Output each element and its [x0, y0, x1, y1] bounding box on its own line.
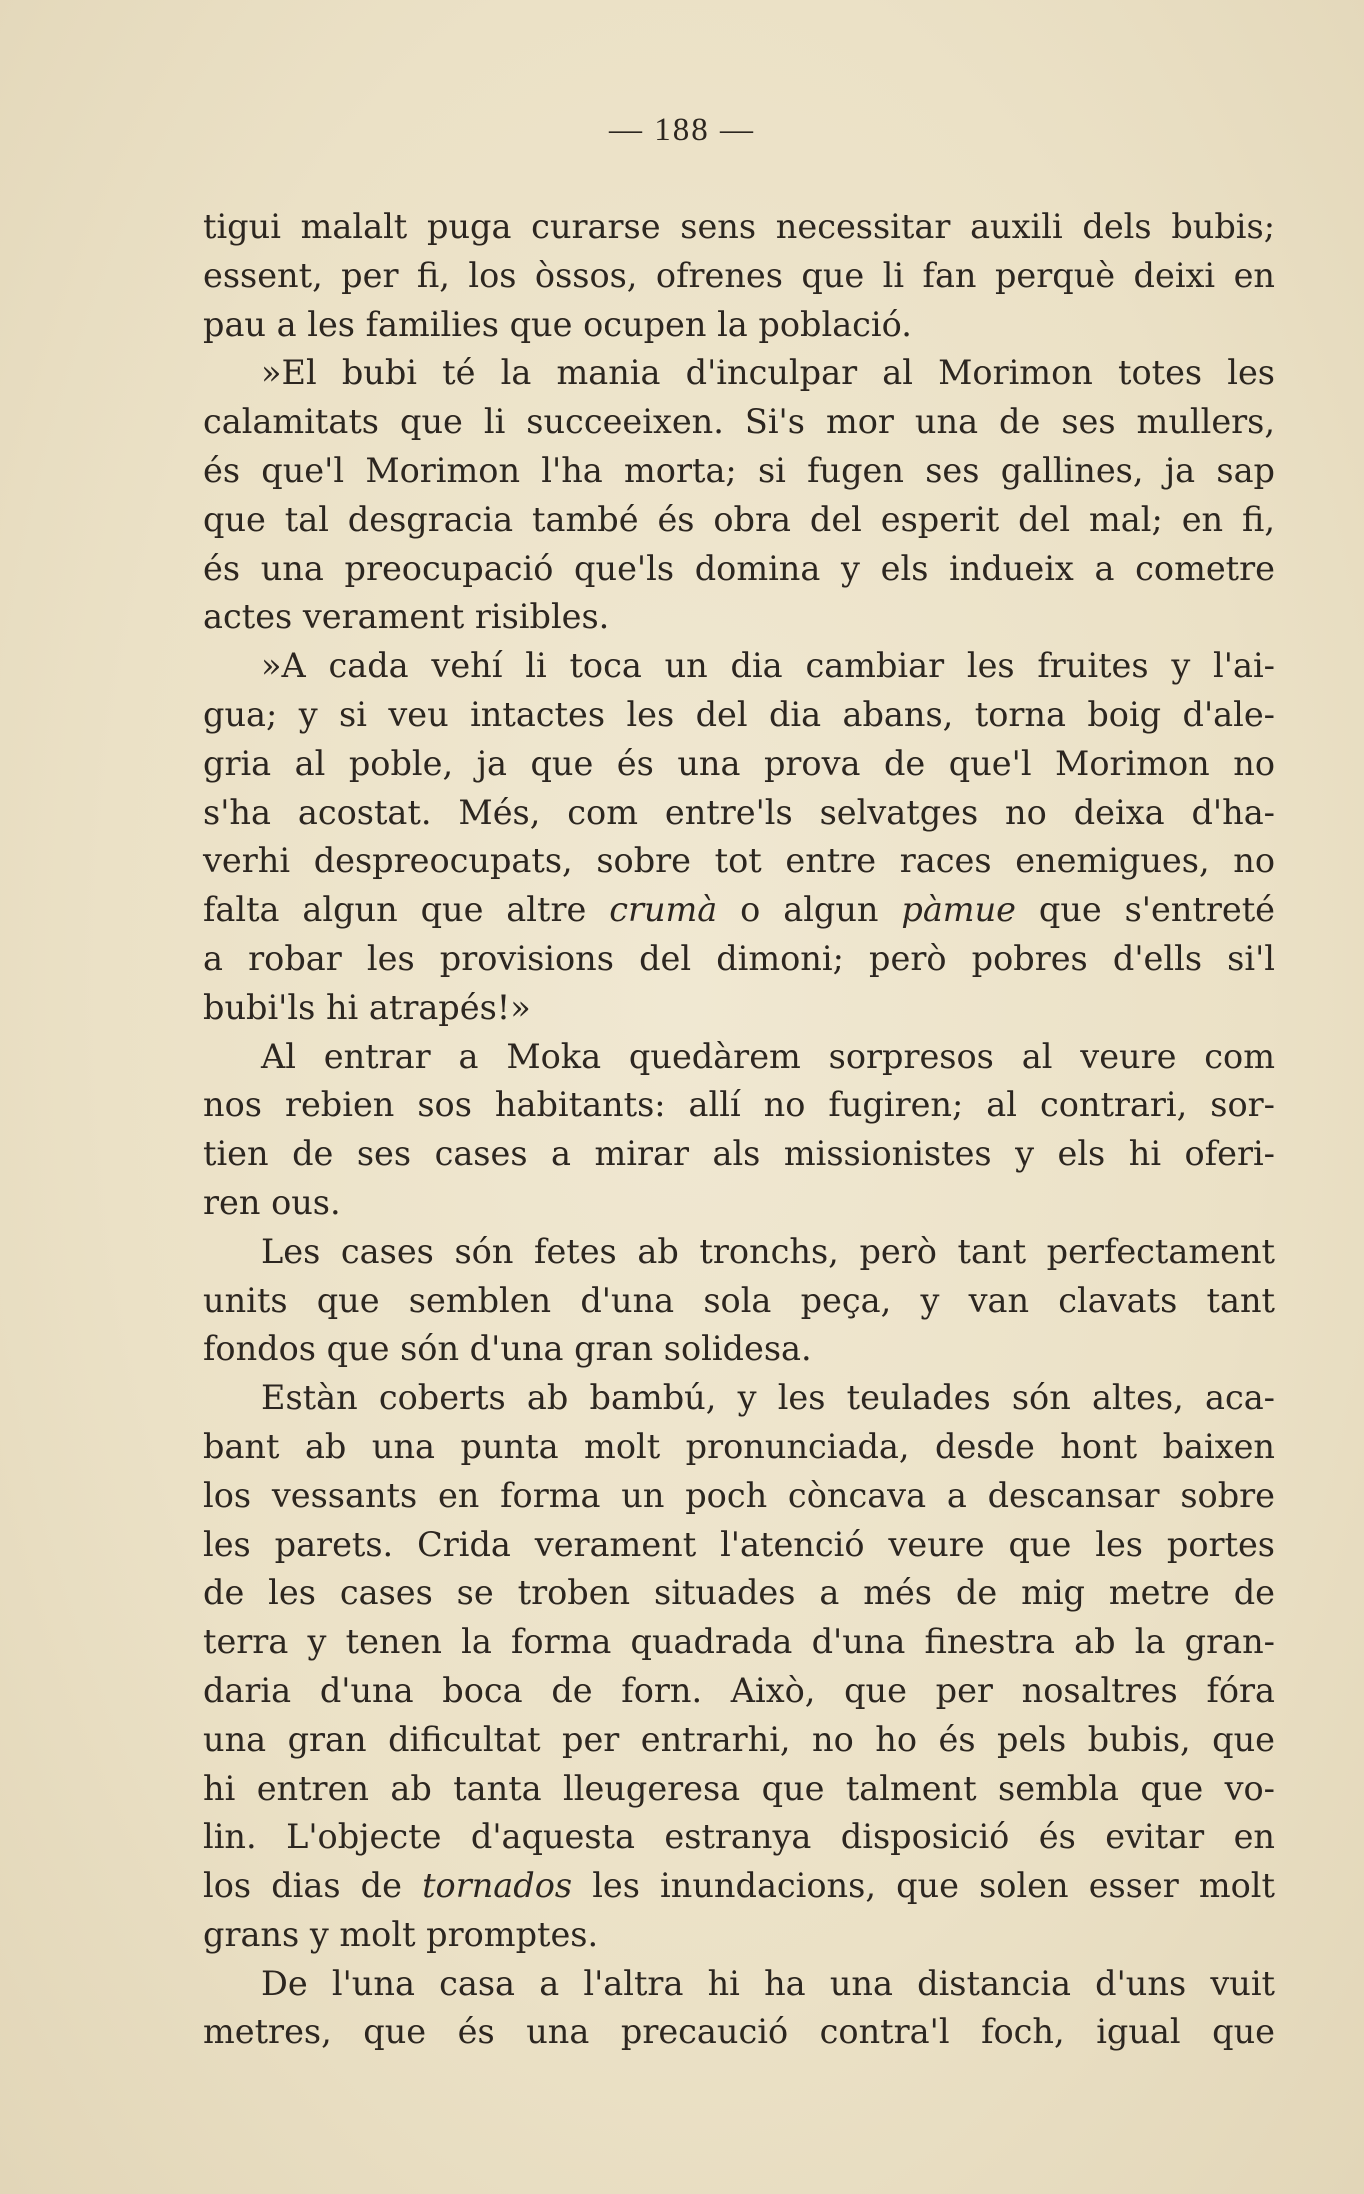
text-segment: gua; y si veu intactes les del dia abans, torna boig d'ale- — [203, 694, 1275, 734]
text-segment: ren ous. — [203, 1182, 341, 1222]
text-segment: Les cases són fetes ab tronchs, però tant perfectament — [261, 1231, 1275, 1271]
text-segment: s'ha acostat. Més, com entre'ls selvatges no deixa d'ha- — [203, 792, 1275, 832]
text-segment: que tal desgracia també és obra del esperit del mal; en fi, — [203, 499, 1275, 539]
text-segment: De l'una casa a l'altra hi ha una distancia d'uns vuit — [261, 1963, 1275, 2003]
text-line — [203, 447, 1275, 496]
text-segment: nos rebien sos habitants: allí no fugiren; al contrari, sor- — [203, 1085, 1275, 1125]
text-segment: falta algun que altre — [203, 890, 610, 930]
text-line — [203, 642, 1275, 691]
text-line — [203, 2008, 1275, 2057]
text-line — [203, 301, 1275, 350]
text-line — [203, 349, 1275, 398]
text-line — [203, 789, 1275, 838]
text-segment: Estàn coberts ab bambú, y les teulades són altes, aca- — [261, 1378, 1275, 1418]
text-line — [203, 886, 1275, 935]
text-line — [203, 1618, 1275, 1667]
text-segment: que s'entreté — [1015, 890, 1275, 930]
page-number: — 188 — — [609, 112, 755, 148]
text-line — [203, 1033, 1275, 1082]
text-line — [203, 1911, 1275, 1960]
text-line — [203, 1277, 1275, 1326]
text-segment: bant ab una punta molt pronunciada, desde hont baixen — [203, 1426, 1275, 1466]
text-segment: gria al poble, ja que és una prova de que'l Morimon no — [203, 743, 1275, 783]
text-line — [203, 935, 1275, 984]
text-line — [203, 1813, 1275, 1862]
text-segment: »A cada vehí li toca un dia cambiar les fruites y l'ai- — [261, 646, 1275, 686]
text-line — [203, 1569, 1275, 1618]
text-segment: los dias de — [203, 1866, 423, 1906]
text-segment: hi entren ab tanta lleugeresa que talment sembla que vo- — [203, 1768, 1275, 1808]
text-segment: és una preocupació que'ls domina y els indueix a cometre — [203, 548, 1275, 588]
text-segment: una gran dificultat per entrarhi, no ho és pels bubis, que — [203, 1719, 1275, 1759]
text-segment: daria d'una boca de forn. Això, que per nosaltres fóra — [203, 1670, 1275, 1710]
text-line — [203, 1325, 1275, 1374]
text-segment: les inundacions, que solen esser molt — [572, 1866, 1275, 1906]
text-line — [203, 398, 1275, 447]
text-segment: Al entrar a Moka quedàrem sorpresos al veure com — [261, 1036, 1275, 1076]
text-line — [203, 593, 1275, 642]
body-text — [203, 203, 1275, 2057]
text-line — [203, 1862, 1275, 1911]
text-segment: fondos que són d'una gran solidesa. — [203, 1329, 812, 1369]
text-line — [203, 1081, 1275, 1130]
text-segment: verhi despreocupats, sobre tot entre races enemigues, no — [203, 841, 1275, 881]
text-segment: los vessants en forma un poch còncava a descansar sobre — [203, 1475, 1275, 1515]
text-segment: grans y molt promptes. — [203, 1914, 599, 1954]
text-segment: tigui malalt puga curarse sens necessitar auxili dels bubis; — [203, 207, 1275, 246]
text-segment: de les cases se troben situades a més de mig metre de — [203, 1573, 1275, 1613]
italic-term: crumà — [609, 890, 718, 930]
text-segment: o algun — [717, 890, 902, 930]
text-line — [203, 984, 1275, 1033]
text-segment: les parets. Crida verament l'atenció veure que les portes — [203, 1524, 1275, 1564]
text-segment: calamitats que li succeeixen. Si's mor una de ses mullers, — [203, 402, 1275, 442]
text-segment: actes verament risibles. — [203, 597, 610, 637]
text-line — [203, 1130, 1275, 1179]
text-line — [203, 1765, 1275, 1814]
text-line — [203, 837, 1275, 886]
text-segment: units que semblen d'una sola peça, y van clavats tant — [203, 1280, 1275, 1320]
text-segment: és que'l Morimon l'ha morta; si fugen ses gallines, ja sap — [203, 450, 1275, 490]
text-segment: bubi'ls hi atrapés!» — [203, 987, 531, 1027]
text-line — [203, 496, 1275, 545]
text-line — [203, 1179, 1275, 1228]
text-line — [203, 545, 1275, 594]
text-line — [203, 1374, 1275, 1423]
text-line — [203, 740, 1275, 789]
text-segment: pau a les families que ocupen la població. — [203, 304, 912, 344]
text-segment: lin. L'objecte d'aquesta estranya disposició és evitar en — [203, 1817, 1275, 1857]
text-line — [203, 1228, 1275, 1277]
text-line — [203, 1716, 1275, 1765]
text-segment: terra y tenen la forma quadrada d'una finestra ab la gran- — [203, 1622, 1275, 1662]
text-segment: tien de ses cases a mirar als missionistes y els hi oferi- — [203, 1134, 1275, 1174]
text-line — [203, 691, 1275, 740]
text-line — [203, 252, 1275, 301]
text-segment: »El bubi té la mania d'inculpar al Morimon totes les — [261, 353, 1275, 393]
italic-term: pàmue — [901, 890, 1016, 930]
text-line — [203, 1521, 1275, 1570]
text-line — [203, 1960, 1275, 2009]
italic-term: tornados — [422, 1866, 573, 1906]
text-segment: metres, que és una precaució contra'l foch, igual que — [203, 2012, 1275, 2052]
text-line — [203, 1667, 1275, 1716]
text-line — [203, 1472, 1275, 1521]
text-segment: essent, per fi, los òssos, ofrenes que li fan perquè deixi en — [203, 255, 1275, 295]
text-line — [203, 1423, 1275, 1472]
text-segment: a robar les provisions del dimoni; però pobres d'ells si'l — [203, 938, 1275, 978]
text-line — [203, 203, 1275, 252]
